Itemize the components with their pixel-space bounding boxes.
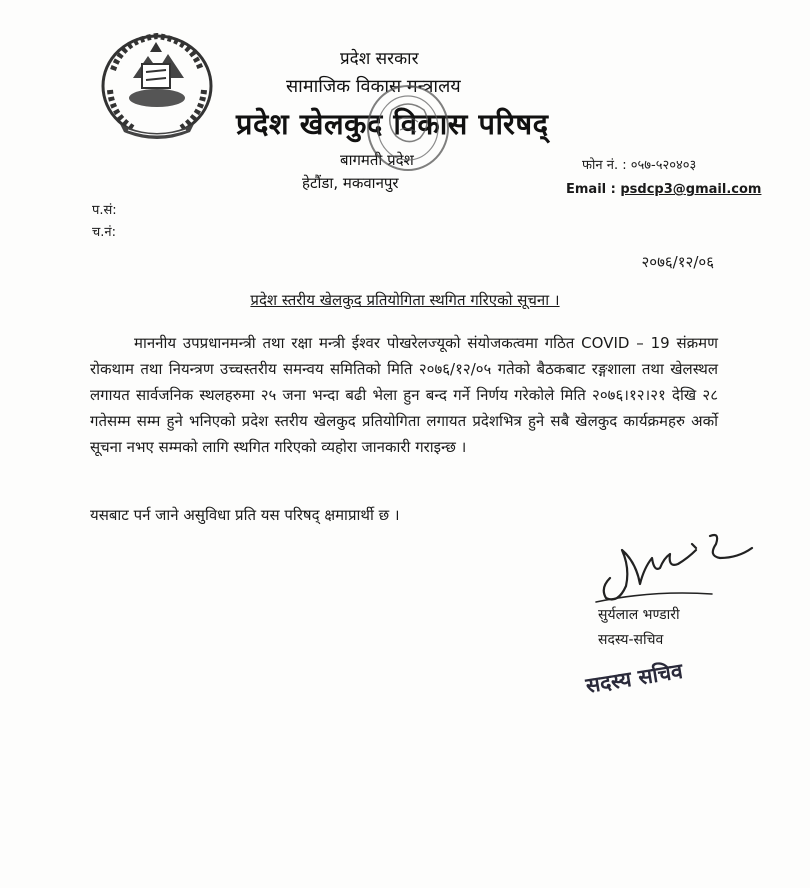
address-province: बागमती प्रदेश	[340, 151, 414, 169]
government-heading: प्रदेश सरकार	[340, 49, 419, 69]
subject-line	[0, 290, 810, 310]
designation-stamp: सदस्य सचिव	[584, 658, 685, 698]
nepal-emblem-icon	[98, 30, 216, 142]
letter-date: २०७६/१२/०६	[641, 253, 714, 271]
letter-number-label: प.सं:	[92, 203, 117, 218]
phone-number: ०५७-५२०४०३	[630, 158, 697, 173]
address-city: हेटौंडा, मकवानपुर	[302, 174, 399, 192]
handwritten-signature-icon	[592, 528, 762, 608]
signatory-name: सुर्यलाल भण्डारी	[598, 607, 680, 623]
signatory-title: सदस्य-सचिव	[598, 632, 664, 648]
ministry-heading: सामाजिक विकास मन्त्रालय	[286, 76, 461, 97]
dispatch-number-label: च.नं:	[92, 225, 116, 240]
body-paragraph: माननीय उपप्रधानमन्त्री तथा रक्षा मन्त्री ईश्वर पोखरेलज्यूको संयोजकत्वमा गठित COVID – 19 संक्रमण रोकथाम तथा नियन्त्रण उच्चस्तरीय समन्वय समितिको मिति २०७६/१२/०५ गतेको बैठकबाट रङ्गशाला तथा खेलस्थल लगायत सार्वजनिक स्थलहरुमा २५ जना भन्दा बढी भेला हुन बन्द गर्ने निर्णय गरेकोले मिति २०७६।१२।२१ देखि २८ गतेसम्म सम्म हुने भनिएको प्रदेश स्तरीय खेलकुद प्रतियोगिता लगायत प्रदेशभित्र हुने सबै खेलकुद कार्यक्रमहरु अर्को सूचना नभए सम्मको लागि स्थगित गरिएको व्यहोरा जानकारी गराइन्छ ।	[90, 334, 718, 456]
closing-line: यसबाट पर्न जाने असुविधा प्रति यस परिषद् क्षमाप्रार्थी छ ।	[90, 506, 400, 524]
email-label: Email :	[566, 182, 621, 197]
email-address[interactable]: psdcp3@gmail.com	[620, 182, 762, 197]
subject-text: प्रदेश स्तरीय खेलकुद प्रतियोगिता स्थगित गरिएको सूचना ।	[250, 291, 560, 309]
office-seal-icon	[362, 80, 454, 176]
phone-label: फोन नं. :	[582, 158, 631, 173]
phone-line	[582, 155, 696, 173]
council-heading: प्रदेश खेलकुद विकास परिषद्	[236, 107, 549, 141]
email-line	[566, 182, 761, 197]
